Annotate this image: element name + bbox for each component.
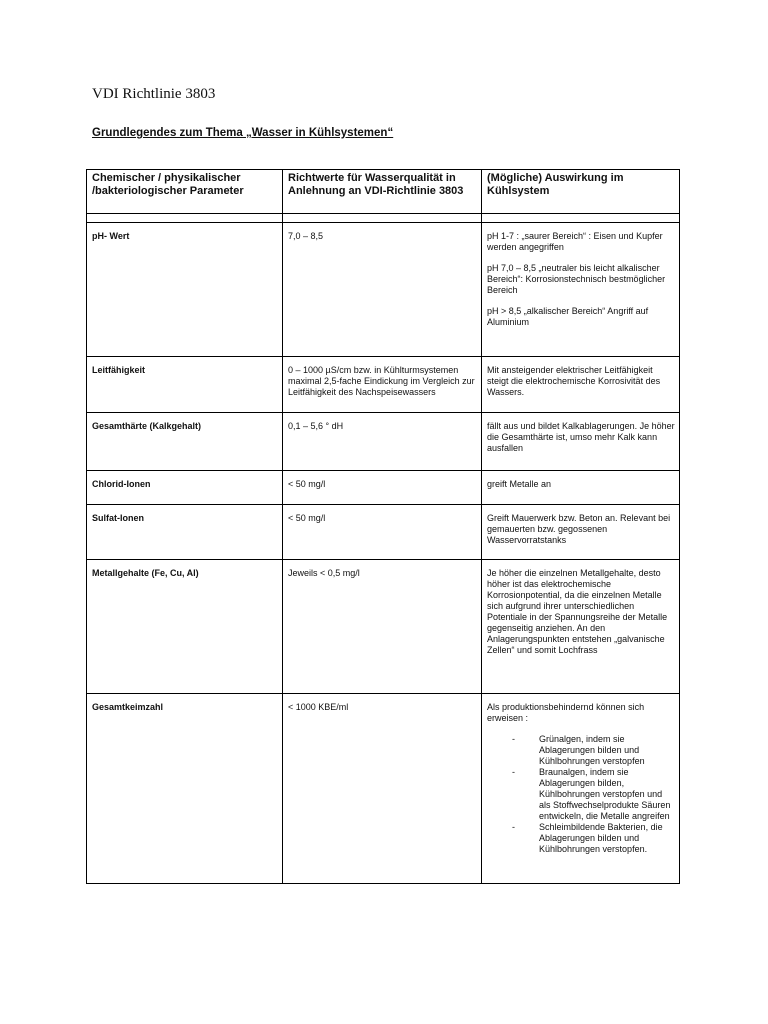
value-cell: < 50 mg/l (283, 471, 482, 505)
value-cell: Jeweils < 0,5 mg/l (283, 560, 482, 694)
bullet-dash: - (512, 734, 515, 744)
parameter-cell: Sulfat-Ionen (87, 505, 283, 560)
effect-text: Als produktionsbehindernd können sich erweisen : (487, 702, 645, 723)
table-row (87, 357, 680, 413)
list-item (512, 767, 675, 822)
list-item (512, 822, 675, 855)
table-spacer-row (87, 214, 680, 223)
parameter-cell: Gesamtkeimzahl (87, 694, 283, 884)
effect-cell (482, 560, 680, 694)
document-subtitle: Grundlegendes zum Thema „Wasser in Kühlsystemen“ (92, 127, 394, 139)
bullet-dash: - (512, 767, 515, 777)
bullet-text: Schleimbildende Bakterien, die Ablagerungen bilden und Kühlbohrungen verstopfen. (539, 822, 663, 854)
effect-text: Je höher die einzelnen Metallgehalte, desto höher ist das elektrochemische Korrosionpotential, da die einzelnen Metalle sich aufgrund ihrer unterschiedlichen Potentiale in der Spannungsreihe der Metalle gegenseitig anziehen. An den Anlagerungspunkten entstehen „galvanische Zellen“ und somit Lochfrass (487, 568, 668, 655)
table-row (87, 560, 680, 694)
table-header-row (87, 170, 680, 214)
effect-text: greift Metalle an (487, 479, 552, 489)
parameter-cell: pH- Wert (87, 223, 283, 357)
effect-text: fällt aus und bildet Kalkablagerungen. Je höher die Gesamthärte ist, umso mehr Kalk kann ausfallen (487, 421, 675, 453)
effect-cell (482, 223, 680, 357)
bullet-dash: - (512, 822, 515, 832)
bullet-text: Braunalgen, indem sie Ablagerungen bilden, Kühlbohrungen verstopfen und als Stoffwechselprodukte Säuren entwickeln, die Metalle angreifen (539, 767, 671, 821)
header-guideline-value: Richtwerte für Wasserqualität in Anlehnung an VDI-Richtlinie 3803 (283, 170, 482, 214)
parameter-cell: Metallgehalte (Fe, Cu, Al) (87, 560, 283, 694)
effect-cell (482, 357, 680, 413)
parameter-cell: Chlorid-Ionen (87, 471, 283, 505)
table-row (87, 694, 680, 884)
table-row (87, 471, 680, 505)
effect-cell (482, 694, 680, 884)
effect-cell (482, 471, 680, 505)
list-item (512, 734, 675, 767)
value-cell: 7,0 – 8,5 (283, 223, 482, 357)
bullet-text: Grünalgen, indem sie Ablagerungen bilden und Kühlbohrungen verstopfen (539, 734, 645, 766)
table-row (87, 505, 680, 560)
table-row (87, 413, 680, 471)
value-cell: 0 – 1000 µS/cm bzw. in Kühlturmsystemen maximal 2,5-fache Eindickung im Vergleich zur Leitfähigkeit des Nachspeisewassers (283, 357, 482, 413)
header-parameter: Chemischer / physikalischer /bakteriologischer Parameter (87, 170, 283, 214)
header-effect: (Mögliche) Auswirkung im Kühlsystem (482, 170, 680, 214)
effect-text: Greift Mauerwerk bzw. Beton an. Relevant bei gemauerten bzw. gegossenen Wasservorratstanks (487, 513, 671, 545)
parameter-cell: Gesamthärte (Kalkgehalt) (87, 413, 283, 471)
value-cell: < 1000 KBE/ml (283, 694, 482, 884)
effect-cell (482, 413, 680, 471)
effect-text: Mit ansteigender elektrischer Leitfähigkeit steigt die elektrochemische Korrosivität des Wassers. (487, 365, 661, 397)
parameter-cell: Leitfähigkeit (87, 357, 283, 413)
document-title: VDI Richtlinie 3803 (92, 86, 216, 102)
effect-text: pH 7,0 – 8,5 „neutraler bis leicht alkalischer Bereich“: Korrosionstechnisch bestmöglicher Bereich (487, 263, 666, 295)
table-row (87, 223, 680, 357)
effect-cell (482, 505, 680, 560)
value-cell: < 50 mg/l (283, 505, 482, 560)
effect-bullet-list (487, 734, 675, 855)
effect-text: pH > 8,5 „alkalischer Bereich“ Angriff auf Aluminium (487, 306, 649, 327)
value-cell: 0,1 – 5,6 ° dH (283, 413, 482, 471)
parameter-table (86, 169, 680, 884)
effect-text: pH 1-7 : „saurer Bereich“ : Eisen und Kupfer werden angegriffen (487, 231, 663, 252)
